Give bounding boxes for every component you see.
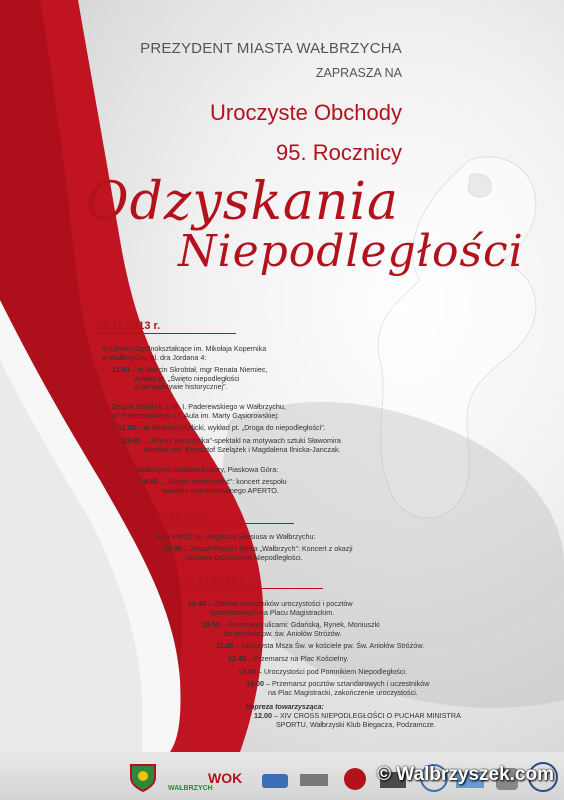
wok-logo: WOK xyxy=(208,770,243,786)
sponsor-logo-icon xyxy=(262,774,288,788)
day1-venue2 xyxy=(112,403,286,420)
date-day2: 09.11.2013 r. xyxy=(154,510,294,524)
sponsor-logo-icon xyxy=(344,768,366,790)
event-text: wokalno-instrumentalnego APERTO. xyxy=(162,485,279,495)
day3-event-item xyxy=(246,680,461,697)
event-time: 10.50 xyxy=(202,620,220,630)
day1-event1 xyxy=(112,366,267,392)
event-text: – Zespół Pieśni i Tańca „Wałbrzych”: Koncert z okazji xyxy=(184,544,353,553)
day3-event-item xyxy=(188,600,461,617)
event-text: SPORTU, Wałbrzyski Klub Biegacza, Podzamcze. xyxy=(276,719,436,729)
site-watermark: © Walbrzyszek.com xyxy=(377,764,554,785)
event-text: – „Białym orłem wzleć”: koncert zespołu xyxy=(160,477,287,486)
event-text: sztandarowych na Placu Magistrackim. xyxy=(210,607,335,617)
day2-event xyxy=(164,545,353,562)
day1-event4 xyxy=(140,478,287,495)
event-time: 14.00 xyxy=(246,679,264,689)
day1-venue1 xyxy=(102,345,266,362)
event-text: – XIV CROSS NIEPODLEGŁOŚCI O PUCHAR MINISTRA xyxy=(274,710,461,720)
event-time: 17.00 xyxy=(164,544,182,553)
event-text: – dr Wojciech Kalicki, wykład pt. „Droga do niepodległości”. xyxy=(137,423,326,432)
side-event-label: Impreza towarzysząca: xyxy=(246,702,324,712)
event-time: 12.45 xyxy=(228,653,246,663)
walbrzych-logo: WAŁBRZYCH xyxy=(168,785,213,792)
day1-venue3: Wałbrzyski Ośrodek Kultury, Piaskowa Góra: xyxy=(136,465,279,474)
venue-line: III Liceum Ogólnokształcące im. Mikołaja Kopernika xyxy=(102,344,267,353)
title-line-2: 95. Rocznicy xyxy=(276,140,402,165)
day3-event-item xyxy=(228,655,461,664)
event-time: 13.00 xyxy=(122,436,140,445)
event-text: – Zbiórka uczestników uroczystości i pocztów xyxy=(208,599,353,608)
event-time: 12.00 xyxy=(254,710,272,720)
day3-event-item xyxy=(216,642,461,651)
event-text: – Uroczysta Msza Św. w kościele pw. Św. Aniołów Stróżów. xyxy=(235,641,425,651)
script-title-2: Niepodległości xyxy=(178,226,524,277)
event-time: 10.45 xyxy=(188,599,206,608)
walbrzych-coat-of-arms-icon xyxy=(128,762,158,792)
day3-event-item xyxy=(238,668,461,677)
event-text: – dr Marcin Skrobtał, mgr Renata Niemiec, xyxy=(131,365,268,374)
venue-line: ul. Paderewskiego 17, Aula im. Marty Gąsiorowskiej: xyxy=(112,410,279,420)
script-title-1: Odzyskania xyxy=(86,172,400,232)
event-time: 11.00 xyxy=(118,423,136,432)
event-time: 11.00 xyxy=(216,641,234,651)
invites-text: ZAPRASZA NA xyxy=(315,66,402,80)
sponsor-footer xyxy=(0,752,564,800)
inviter-text: PREZYDENT MIASTA WAŁBRZYCHA xyxy=(140,40,402,57)
event-text: – „Śmierć porucznika”-spektakl na motywach sztuki Sławomira xyxy=(142,436,341,445)
event-text: – Przemarsz pocztów sztandarowych i uczestników xyxy=(266,679,430,689)
event-text: – Uroczystości pod Pomnikiem Niepodległości. xyxy=(258,666,408,676)
event-text: rocznicy Odzyskania Niepodległości. xyxy=(186,552,303,562)
venue-line: w Wałbrzychu, ul. dra Jordana 4: xyxy=(102,352,207,362)
day2-venue: Aula PWSZ im. Angelusa Silesiusa w Wałbrzychu: xyxy=(156,532,316,541)
day3-events xyxy=(188,600,461,729)
event-text: – Przemarsz ulicami: Gdańską, Rynek, Moniuszki xyxy=(222,620,380,630)
day1-event2 xyxy=(118,424,326,433)
event-text: do kościoła pw. św. Aniołów Stróżów. xyxy=(224,628,342,638)
day1-event3 xyxy=(122,437,341,454)
title-line-1: Uroczyste Obchody xyxy=(210,100,402,125)
event-text: wykład pt. „Święto niepodległości xyxy=(134,373,240,383)
event-time: 13.00 xyxy=(238,666,256,676)
venue-line: Zespół Szkół Nr 1 im. I. Paderewskiego w Wałbrzychu, xyxy=(112,402,286,411)
day3-event-item xyxy=(202,621,461,638)
event-time: 11.00 xyxy=(112,365,130,374)
side-event xyxy=(254,712,461,729)
event-text: w perspektywie historycznej”. xyxy=(134,382,228,392)
event-text: – Przemarsz na Plac Kościelny. xyxy=(248,653,349,663)
date-day3: 11.11.2013 r. xyxy=(183,575,323,589)
event-text: na Plac Magistracki, zakończenie uroczystości. xyxy=(268,687,418,697)
event-text: Mrożka, reż. Krzysztof Szelążek i Magdalena Ilnicka-Janczak. xyxy=(144,444,341,454)
sponsor-logo-icon xyxy=(300,774,328,786)
event-time: 18.00 xyxy=(140,477,158,486)
date-day1: 08.11.2013 r. xyxy=(96,320,236,334)
